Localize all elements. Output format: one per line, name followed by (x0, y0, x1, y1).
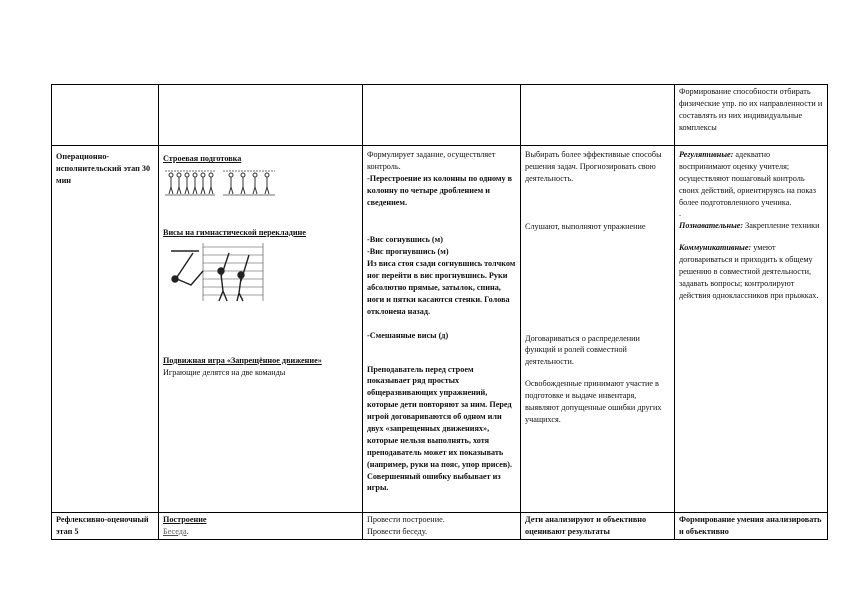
content-line-2-end: . (186, 526, 189, 536)
cell-content (159, 146, 363, 513)
stage-label: Рефлексивно-оценочный этап 5 (56, 515, 149, 536)
cell-teacher (363, 85, 521, 146)
teacher-line-2: Провести беседу. (367, 526, 428, 536)
cell-students (521, 85, 675, 146)
uud-cognitive (679, 220, 823, 232)
teacher-text-7: Преподаватель перед строем показывает ряд простых общеразвивающих упражнений, которые дети повторяют за ним. Перед игрой договариваются об одном или двух «запрещенных движениях», которые нельзя выполнять, хотя преподаватель может их показывать (например, руки на пояс, упор присев). Совершенный ошибку выбывает из игры. (367, 364, 513, 493)
cell-uud (675, 146, 828, 513)
content-line-2 (163, 526, 358, 538)
content-line-2-link: Беседа (163, 526, 187, 536)
table-row (52, 513, 828, 540)
stage-label: Операционно-исполнительский этап 30 мин (56, 152, 151, 185)
students-text-1: Выбирать более эффективные способы решения задач. Прогнозировать свою деятельность. (525, 150, 662, 183)
uud-regulatory-label: Регулятивные: (679, 150, 734, 159)
uud-cognitive-text: Закрепление техники (745, 221, 820, 231)
teacher-text-2: -Перестроение из колонны по одному в колонну по четыре дроблением и сведением. (367, 173, 513, 207)
students-text-3: Договариваться о распределении функций и ролей совместной деятельности. (525, 333, 640, 367)
teacher-text-3: -Вис согнувшись (м) (367, 235, 443, 245)
game-description: Играющие делятся на две команды (163, 367, 286, 377)
uud-dot: . (679, 209, 682, 219)
table-row (52, 85, 828, 146)
uud-communicative (679, 242, 823, 301)
teacher-text-6: -Смешанные висы (д) (367, 330, 449, 340)
game-title: Подвижная игра «Запрещённое движение» (163, 355, 322, 365)
cell-content (159, 85, 363, 146)
lesson-table (51, 84, 828, 540)
teacher-text-4: -Вис прогнувшись (м) (367, 247, 449, 257)
uud-communicative-text: умеют договариваться и приходить к общему решению в совместной деятельности, задавать вопросы; контролируют действия одноклассников при прыжках. (679, 243, 819, 300)
cell-teacher (363, 146, 521, 513)
cell-stage (52, 85, 159, 146)
students-text-4: Освобожденные принимают участие в подготовке и выдаче инвентаря, выявляют допущенные ошибки других учащихся. (525, 379, 662, 424)
hang-exercise-figure (163, 241, 273, 303)
uud-top-text: Формирование способности отбирать физические упр. по их направленности и составлять из них индивидуальные комплексы (679, 87, 823, 132)
teacher-text-5: Из виса стоя сзади согнувшись толчком ног перейти в вис прогнувшись. Руки абсолютно прямые, затылок, спина, ноги и пятки касаются стенки. Голова отклонена назад. (367, 259, 516, 316)
cell-uud (675, 513, 828, 540)
drill-formation-figure (163, 165, 283, 205)
table-row (52, 146, 828, 513)
uud-cognitive-label: Познавательные: (679, 221, 744, 231)
teacher-text-1: Формулирует задание, осуществляет контроль. (367, 150, 496, 171)
uud-communicative-label: Коммуникативные: (679, 243, 752, 253)
cell-students (521, 513, 675, 540)
cell-stage (52, 146, 159, 513)
teacher-line-1: Провести построение. (367, 515, 445, 524)
content-line-1: Построение (163, 515, 207, 524)
hang-title: Висы на гимнастической перекладине (163, 227, 306, 237)
cell-stage (52, 513, 159, 540)
uud-regulatory (679, 149, 823, 208)
uud-regulatory-text: адекватно воспринимают оценку учителя; осуществляют пошаговый контроль своих действий, ориентируясь на показ более подготовленного ученика. (679, 150, 817, 207)
students-line: Дети анализируют и объективно оценивают результаты (525, 515, 647, 536)
cell-content (159, 513, 363, 540)
cell-teacher (363, 513, 521, 540)
cell-uud (675, 85, 828, 146)
uud-line: Формирование умения анализировать и объективно (679, 515, 822, 536)
cell-students (521, 146, 675, 513)
students-text-2: Слушают, выполняют упражнение (525, 221, 646, 231)
drill-title: Строевая подготовка (163, 154, 242, 163)
